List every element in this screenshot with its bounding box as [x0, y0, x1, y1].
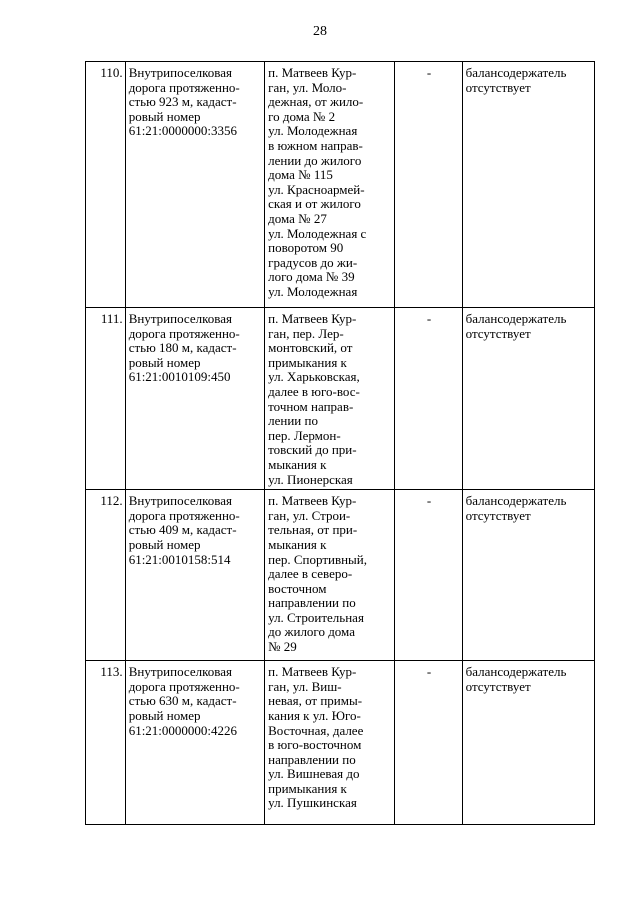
- road-location-cell-line: восточном: [268, 580, 327, 596]
- road-description-cell-line: дорога протяженно-: [128, 678, 240, 694]
- road-location-cell-line: далее в северо-: [268, 566, 353, 582]
- road-location-cell-line: в южном направ-: [268, 137, 363, 153]
- balance-holder-cell: [462, 62, 594, 308]
- road-location-cell-line: ул. Пушкинская: [268, 795, 357, 811]
- road-description-cell: [125, 308, 264, 490]
- road-location-cell-line: дежная, от жило-: [268, 94, 364, 110]
- road-description-cell-line: ровый номер: [128, 354, 201, 370]
- road-description-cell-line: стью 923 м, кадаст-: [128, 94, 237, 110]
- road-location-cell-line: дома № 27: [268, 210, 327, 226]
- road-description-cell: [125, 661, 264, 825]
- road-location-cell-line: монтовский, от: [268, 340, 353, 356]
- road-location-cell-line: Восточная, далее: [268, 722, 364, 738]
- road-description-cell-line: 61:21:0000000:3356: [128, 123, 238, 139]
- road-location-cell-line: направлении по: [268, 595, 356, 611]
- road-description-cell-line: 61:21:0010109:450: [128, 369, 231, 385]
- road-location-cell-line: поворотом 90: [268, 240, 344, 256]
- road-location-cell-line: лении по: [268, 413, 318, 429]
- road-description-cell-line: стью 630 м, кадаст-: [128, 693, 237, 709]
- dash-cell: -: [395, 490, 462, 661]
- road-description-cell-line: дорога протяженно-: [128, 79, 240, 95]
- road-location-cell-line: ул. Пионерская: [268, 471, 353, 487]
- road-description-cell-line: стью 409 м, кадаст-: [128, 522, 237, 538]
- road-location-cell-line: ул. Молодежная: [268, 123, 358, 139]
- table-row: [86, 62, 595, 308]
- road-description-cell-line: Внутрипоселковая: [128, 311, 232, 326]
- road-description-cell: [125, 62, 264, 308]
- balance-holder-cell-line: балансодержатель: [465, 311, 567, 326]
- road-location-cell-line: лого дома № 39: [268, 269, 355, 285]
- road-location-cell-line: п. Матвеев Кур-: [268, 493, 357, 509]
- road-location-cell-line: далее в юго-вос-: [268, 383, 360, 399]
- road-location-cell-line: ул. Красноармей-: [268, 181, 365, 197]
- road-location-cell-line: дома № 115: [268, 167, 333, 183]
- road-location-cell: [265, 661, 395, 825]
- road-location-cell-line: № 29: [268, 639, 297, 655]
- road-registry-table: [85, 61, 595, 825]
- road-location-cell-line: п. Матвеев Кур-: [268, 664, 357, 680]
- dash-cell: -: [395, 308, 462, 490]
- road-location-cell-line: пер. Спортивный,: [268, 551, 367, 567]
- road-location-cell-line: ул. Харьковская,: [268, 369, 360, 385]
- row-number-cell: 110.: [86, 62, 126, 308]
- balance-holder-cell-line: балансодержатель: [465, 664, 567, 680]
- road-location-cell-line: примыкания к: [268, 354, 347, 370]
- balance-holder-cell: [462, 308, 594, 490]
- row-number-cell: 113.: [86, 661, 126, 825]
- road-location-cell-line: ган, ул. Виш-: [268, 678, 342, 694]
- road-location-cell-line: ул. Вишневая до: [268, 766, 360, 782]
- road-description-cell-line: Внутрипоселковая: [128, 65, 232, 80]
- road-location-cell-line: в юго-восточном: [268, 737, 362, 753]
- road-description-cell-line: 61:21:0000000:4226: [128, 722, 238, 738]
- road-location-cell-line: ская и от жилого: [268, 196, 361, 212]
- dash-cell: -: [395, 661, 462, 825]
- road-location-cell-line: до жилого дома: [268, 624, 355, 640]
- table-row: [86, 308, 595, 490]
- road-description-cell-line: Внутрипоселковая: [128, 664, 232, 680]
- road-location-cell-line: тельная, от при-: [268, 522, 358, 538]
- row-number-cell: 111.: [86, 308, 126, 490]
- balance-holder-cell-line: отсутствует: [465, 678, 531, 694]
- road-description-cell-line: стью 180 м, кадаст-: [128, 340, 237, 356]
- road-description-cell-line: дорога протяженно-: [128, 325, 240, 341]
- road-location-cell-line: направлении по: [268, 751, 356, 767]
- road-description-cell-line: Внутрипоселковая: [128, 493, 232, 509]
- road-location-cell-line: ган, ул. Строи-: [268, 507, 351, 523]
- dash-cell: -: [395, 62, 462, 308]
- road-description-cell: [125, 490, 264, 661]
- road-description-cell-line: ровый номер: [128, 707, 201, 723]
- road-location-cell: [265, 308, 395, 490]
- road-location-cell-line: примыкания к: [268, 780, 347, 796]
- road-location-cell-line: градусов до жи-: [268, 254, 358, 270]
- road-location-cell-line: ган, ул. Моло-: [268, 79, 347, 95]
- balance-holder-cell-line: отсутствует: [465, 325, 531, 341]
- road-location-cell-line: товский до при-: [268, 442, 357, 458]
- road-location-cell-line: лении до жилого: [268, 152, 362, 168]
- road-location-cell-line: пер. Лермон-: [268, 427, 341, 443]
- road-location-cell-line: ган, пер. Лер-: [268, 325, 344, 341]
- row-number-cell: 112.: [86, 490, 126, 661]
- road-location-cell-line: мыкания к: [268, 456, 327, 472]
- road-location-cell-line: ул. Молодежная: [268, 283, 358, 299]
- balance-holder-cell: [462, 490, 594, 661]
- registry-table-body: [86, 62, 595, 825]
- road-description-cell-line: ровый номер: [128, 536, 201, 552]
- road-location-cell-line: невая, от примы-: [268, 693, 363, 709]
- road-location-cell: [265, 490, 395, 661]
- balance-holder-cell-line: балансодержатель: [465, 493, 567, 509]
- balance-holder-cell-line: балансодержатель: [465, 65, 567, 80]
- balance-holder-cell: [462, 661, 594, 825]
- road-location-cell-line: кания к ул. Юго-: [268, 707, 361, 723]
- table-row: [86, 490, 595, 661]
- table-row: [86, 661, 595, 825]
- balance-holder-cell-line: отсутствует: [465, 79, 531, 95]
- road-location-cell-line: п. Матвеев Кур-: [268, 311, 357, 326]
- road-location-cell-line: ул. Молодежная с: [268, 225, 367, 241]
- road-location-cell-line: ул. Строительная: [268, 609, 364, 625]
- road-description-cell-line: дорога протяженно-: [128, 507, 240, 523]
- road-description-cell-line: ровый номер: [128, 108, 201, 124]
- page-number: 28: [313, 24, 327, 39]
- balance-holder-cell-line: отсутствует: [465, 507, 531, 523]
- road-location-cell-line: го дома № 2: [268, 108, 336, 124]
- road-location-cell: [265, 62, 395, 308]
- road-description-cell-line: 61:21:0010158:514: [128, 551, 231, 567]
- road-location-cell-line: п. Матвеев Кур-: [268, 65, 357, 80]
- road-location-cell-line: точном направ-: [268, 398, 354, 414]
- road-location-cell-line: мыкания к: [268, 536, 327, 552]
